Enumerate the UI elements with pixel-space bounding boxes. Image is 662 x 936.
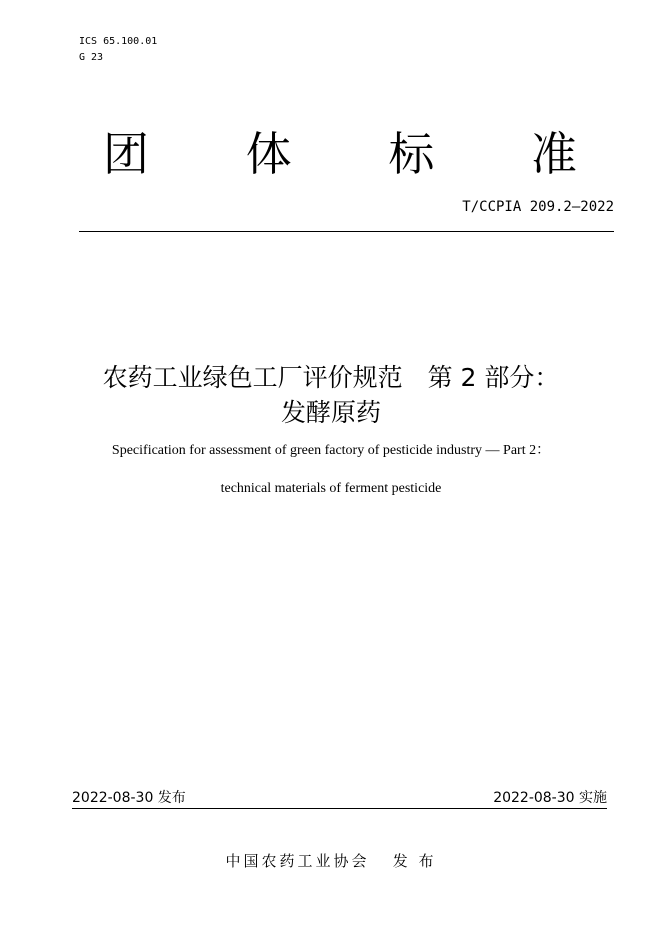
bottom-divider [72,808,607,809]
issue-date: 2022-08-30 发布 [72,790,186,806]
implementation-date: 2022-08-30 实施 [493,790,607,806]
chinese-title-line-1: 农药工业绿色工厂评价规范 第 2 部分： [102,363,560,392]
standard-number: T/CCPIA 209.2—2022 [462,199,614,215]
classification-codes [79,34,157,66]
publisher: 中国农药工业协会 发 布 [225,852,437,870]
english-title-line-2: technical materials of ferment pesticide [220,481,442,496]
chinese-title-line-2: 发酵原药 [280,398,381,427]
standard-type-char: 体 [245,127,292,181]
ccs-code: G 23 [79,52,104,63]
top-divider [79,231,614,232]
standard-type-char: 团 [103,127,149,181]
ics-code: ICS 65.100.01 [79,36,158,47]
english-title-line-1: Specification for assessment of green factory of pesticide industry — Part 2： [111,443,551,458]
standard-type-char: 准 [530,127,577,181]
standard-type-char: 标 [388,127,435,181]
standard-type-title [100,128,580,180]
